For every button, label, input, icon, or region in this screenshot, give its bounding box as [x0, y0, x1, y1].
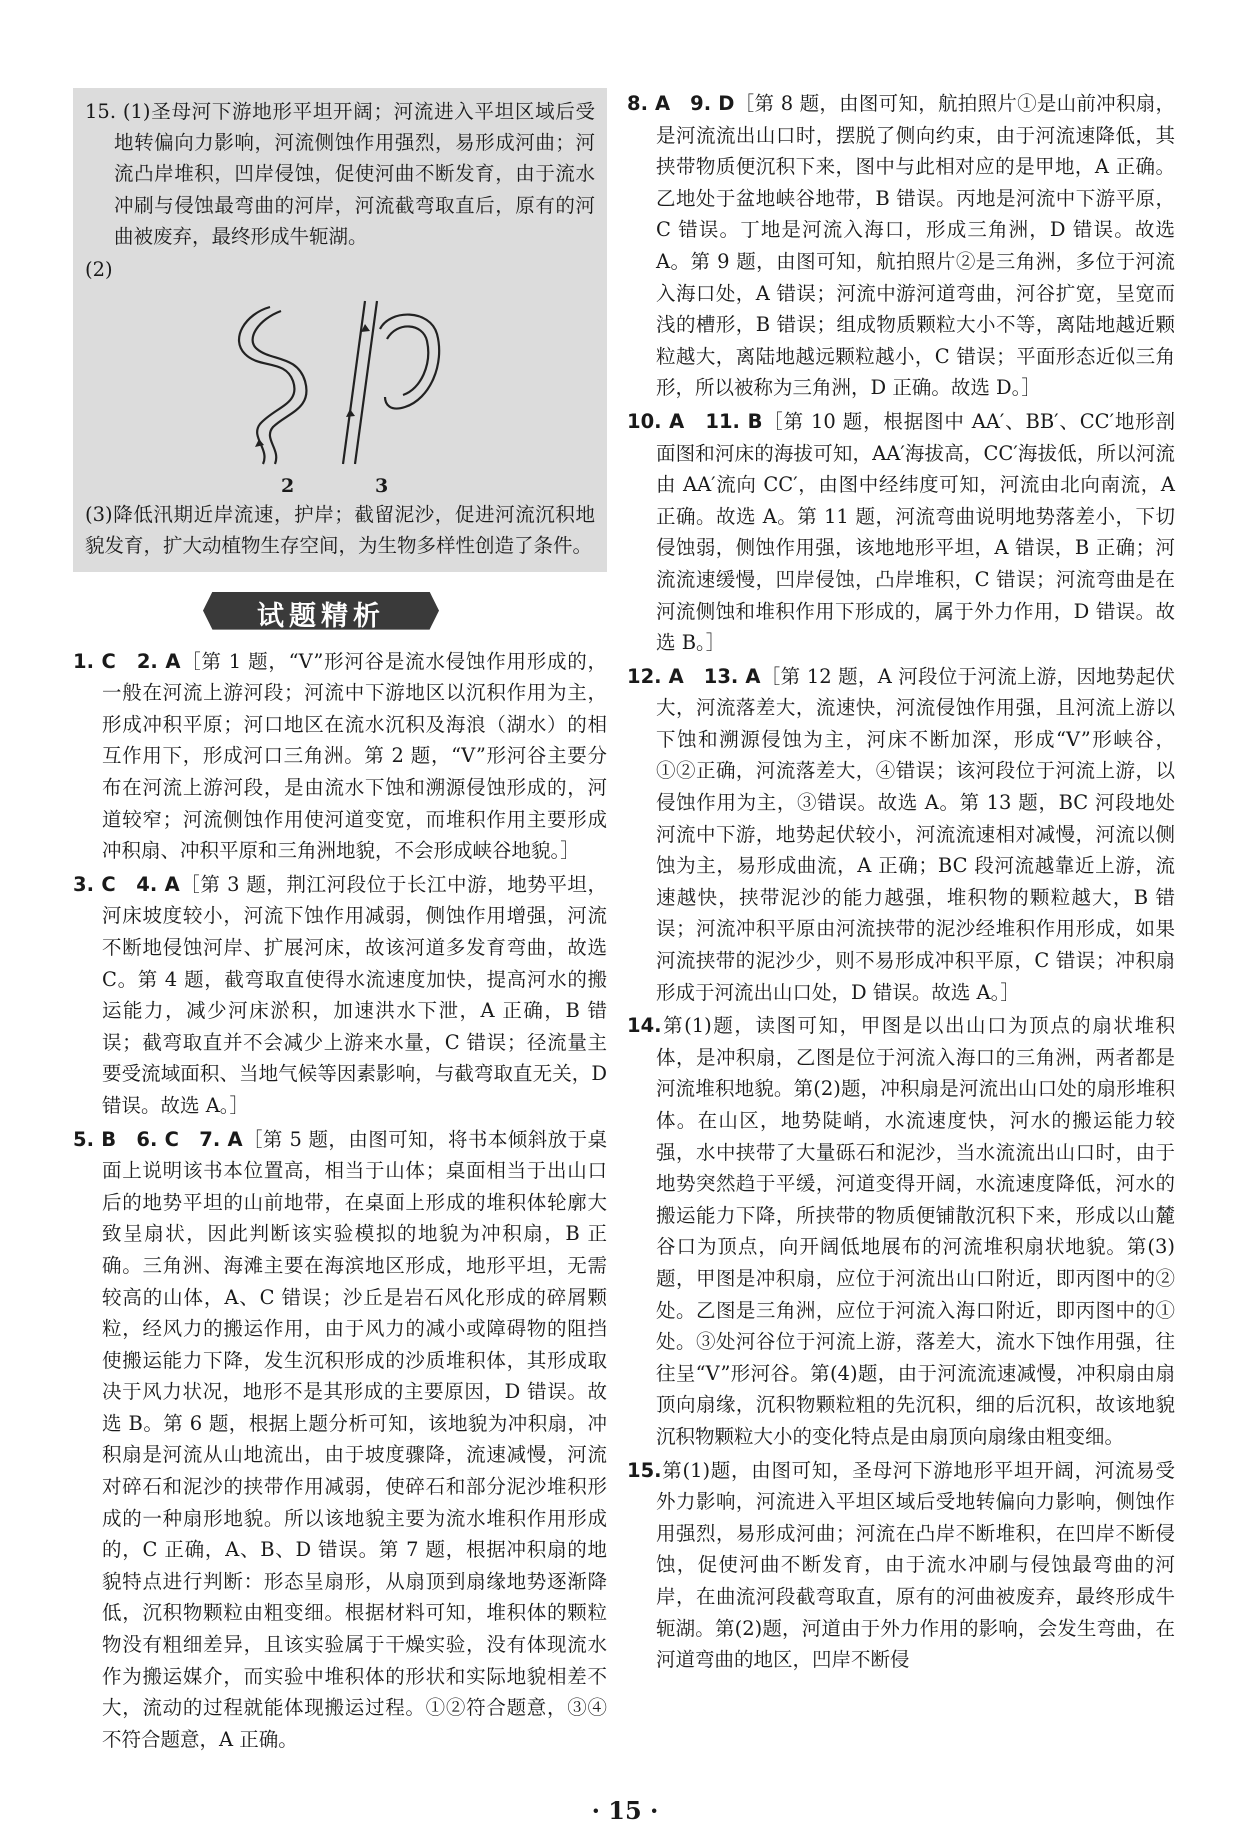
- answer-text: [73, 1124, 607, 1756]
- answer-explanation: ［第 8 题，由图可知，航拍照片①是山前冲积扇，是河流流出山口时，摆脱了侧向约束，由于河流速降低，其挟带物质便沉积下来，图中与此相对应的是甲地，A 正确。乙地处于盆地峡谷地带，B 错误。丙地是河流中下游平原，C 错误。丁地是河流入海口，形成三角洲，D 错误。故选 A。第 9 题，由图可知，航拍照片②是三角洲，多位于河流入海口处，A 错误；河流中游河道弯曲，河谷扩宽，呈宽而浅的槽形，B 错误；组成物质颗粒大小不等，离陆地越近颗粒越大，离陆地越远颗粒越小，C 错误；平面形态近似三角形，所以被称为三角洲，D 正确。故选 D。］: [656, 92, 1175, 400]
- answer-number: 12. A 13. A: [627, 664, 761, 688]
- answer-number: 5. B 6. C 7. A: [73, 1127, 243, 1151]
- answer-item: [627, 1455, 1175, 1676]
- answer-number: 15.: [627, 1458, 662, 1482]
- banner-title: 试题精析: [257, 600, 385, 632]
- answer-item: [627, 661, 1175, 1009]
- page-number: · 15 ·: [591, 1796, 659, 1825]
- answer-explanation: ［第 10 题，根据图中 AA′、BB′、CC′地形剖面图和河床的海拔可知，AA′海拔高，CC′海拔低，所以河流由 AA′流向 CC′，由图中经纬度可知，河流由北向南流，A 正确。故选 A。第 11 题，河流弯曲说明地势落差小，下切侵蚀弱，侧蚀作用强，该地地形平坦，A 错误，B 正确；河流流速缓慢，凹岸侵蚀，凸岸堆积，C 错误；河流弯曲是在河流侧蚀和堆积作用下形成的，属于外力作用，D 错误。故选 B。］: [656, 409, 1176, 655]
- answer-explanation: ［第 5 题，由图可知，将书本倾斜放于桌面上说明该书本位置高，相当于山体；桌面相当于出山口后的地势平坦的山前地带，在桌面上形成的堆积体轮廓大致呈扇状，因此判断该实验模拟的地貌为冲积扇，B 正确。三角洲、海滩主要在海滨地区形成，地形平坦，无需较高的山体，A、C 错误；沙丘是岩石风化形成的碎屑颗粒，经风力的搬运作用，由于风力的减小或障碍物的阻挡使搬运能力下降，发生沉积形成的沙质堆积体，其形成取决于风力状况，地形不是其形成的主要原因，D 错误。故选 B。第 6 题，根据上题分析可知，该地貌为冲积扇，冲积扇是河流从山地流出，由于坡度骤降，流速减慢，河流对碎石和泥沙的挟带作用减弱，使碎石和部分泥沙堆积形成的一种扇形地貌。所以该地貌主要为流水堆积作用形成的，C 正确，A、B、D 错误。第 7 题，根据冲积扇的地貌特点进行判断：形态呈扇形，从扇顶到扇缘地势逐渐降低，沉积物颗粒由粗变细。根据材料可知，堆积体的颗粒物没有粗细差异，且该实验属于干燥实验，没有体现流水作为搬运媒介，而实验中堆积体的形状和实际地貌相差不大，流动的过程就能体现搬运过程。①②符合题意，③④不符合题意，A 正确。: [102, 1127, 607, 1751]
- answer-text: [627, 88, 1175, 404]
- answer-explanation: ［第 3 题，荆江河段位于长江中游，地势平坦，河床坡度较小，河流下蚀作用减弱，侧蚀作用增强，河流不断地侵蚀河岸、扩展河床，故该河道多发育弯曲，故选 C。第 4 题，截弯取直使得水流速度加快，提高河水的搬运能力，减少河床淤积，加速洪水下泄，A 正确，B 错误；截弯取直并不会减少上游来水量，C 错误；径流量主要受流域面积、当地气候等因素影响，与截弯取直无关，D 错误。故选 A。］: [102, 872, 607, 1117]
- answer-explanation: 第(1)题，由图可知，圣母河下游地形平坦开阔，河流易受外力影响，河流进入平坦区域后受地转偏向力影响，侧蚀作用强烈，易形成河曲；河流在凸岸不断堆积，在凹岸不断侵蚀，促使河曲不断发育，由于流水冲刷与侵蚀最弯曲的河岸，在曲流河段截弯取直，原有的河曲被废弃，最终形成牛轭湖。第(2)题，河道由于外力作用的影响，会发生弯曲，在河道弯曲的地区，凹岸不断侵: [656, 1458, 1175, 1672]
- answer-text: [73, 869, 607, 1122]
- q15-part3: (3)降低汛期近岸流速，护岸；截留泥沙，促进河流沉积地貌发育，扩大动植物生存空间，为生物多样性创造了条件。: [85, 503, 595, 558]
- answer-number: 3. C 4. A: [73, 872, 180, 896]
- left-column: [73, 88, 607, 1757]
- river-meander-diagram: [215, 289, 475, 469]
- answer-number: 8. A 9. D: [627, 92, 735, 115]
- answer-explanation: ［第 12 题，A 河段位于河流上游，因地势起伏大，河流落差大，流速快，河流侵蚀作用强，且河流上游以下蚀和溯源侵蚀为主，河床不断加深，形成“V”形峡谷，①②正确，河流落差大，④错误；该河段位于河流上游，以侵蚀作用为主，③错误。故选 A。第 13 题，BC 河段地处河流中下游，地势起伏较小，河流流速相对减慢，河流以侧蚀为主，易形成曲流，A 正确；BC 段河流越靠近上游，流速越快，挟带泥沙的能力越强，堆积物的颗粒越大，B 错误；河流冲积平原由河流挟带的泥沙经堆积作用形成，如果河流挟带的泥沙少，则不易形成冲积平原，C 错误；冲积扇形成于河流出山口处，D 错误。故选 A。］: [656, 664, 1175, 1004]
- answer-item: [627, 88, 1175, 404]
- answer-text: [627, 1455, 1175, 1676]
- answer-item: [73, 1124, 607, 1756]
- answer-item: [73, 646, 607, 867]
- answer-number: 14.: [627, 1014, 662, 1038]
- answer-text: [73, 646, 607, 867]
- answer-number: 1. C 2. A: [73, 649, 181, 673]
- meander-figure: [85, 289, 595, 499]
- answer-text: [627, 661, 1175, 1009]
- right-column: [627, 88, 1175, 1678]
- figure-label-3: 3: [375, 475, 389, 498]
- figure-label-2: 2: [281, 475, 295, 498]
- answer-number: 10. A 11. B: [627, 409, 763, 433]
- answer-explanation: 第(1)题，读图可知，甲图是以出山口为顶点的扇状堆积体，是冲积扇，乙图是位于河流入海口的三角洲，两者都是河流堆积地貌。第(2)题，冲积扇是河流出山口处的扇形堆积体。在山区，地势陡峭，水流速度快，河水的搬运能力较强，水中挟带了大量砾石和泥沙，当水流流出山口时，由于地势突然趋于平缓，河道变得开阔，水流速度降低，河水的搬运能力下降，所挟带的物质便铺散沉积下来，形成以山麓谷口为顶点，向开阔低地展布的河流堆积扇状地貌。第(3)题，甲图是冲积扇，应位于河流出山口附近，即丙图中的②处。乙图是三角洲，应位于河流入海口附近，即丙图中的①处。③处河谷位于河流上游，落差大，流水下蚀作用强，往往呈“V”形河谷。第(4)题，由于河流流速减慢，冲积扇由扇顶向扇缘，沉积物颗粒粗的先沉积，细的后沉积，故该地貌沉积物颗粒大小的变化特点是由扇顶向扇缘由粗变细。: [656, 1014, 1175, 1448]
- answer-item: [627, 406, 1175, 659]
- answer-text: [627, 406, 1175, 659]
- answer-item: [73, 869, 607, 1122]
- answer-explanation: ［第 1 题，“V”形河谷是流水侵蚀作用形成的，一般在河流上游河段；河流中下游地区以沉积作用为主，形成冲积平原；河口地区在流水沉积及海浪（湖水）的相互作用下，形成河口三角洲。第 2 题，“V”形河谷主要分布在河流上游河段，是由流水下蚀和溯源侵蚀形成的，河道较窄；河流侧蚀作用使河道变宽，而堆积作用主要形成冲积扇、冲积平原和三角洲地貌，不会形成峡谷地貌。］: [102, 649, 607, 863]
- answer-box-q15: [73, 88, 607, 572]
- q15-part1: 15. (1)圣母河下游地形平坦开阔；河流进入平坦区域后受地转偏向力影响，河流侧蚀作用强烈，易形成河曲；河流凸岸堆积，凹岸侵蚀，促使河曲不断发育，由于流水冲刷与侵蚀最弯曲的河岸，河流截弯取直后，原有的河曲被废弃，最终形成牛轭湖。: [85, 100, 595, 248]
- answer-item: [627, 1010, 1175, 1452]
- q15-part2-label: (2): [85, 258, 113, 282]
- answer-text: [627, 1010, 1175, 1452]
- section-banner: [203, 588, 439, 632]
